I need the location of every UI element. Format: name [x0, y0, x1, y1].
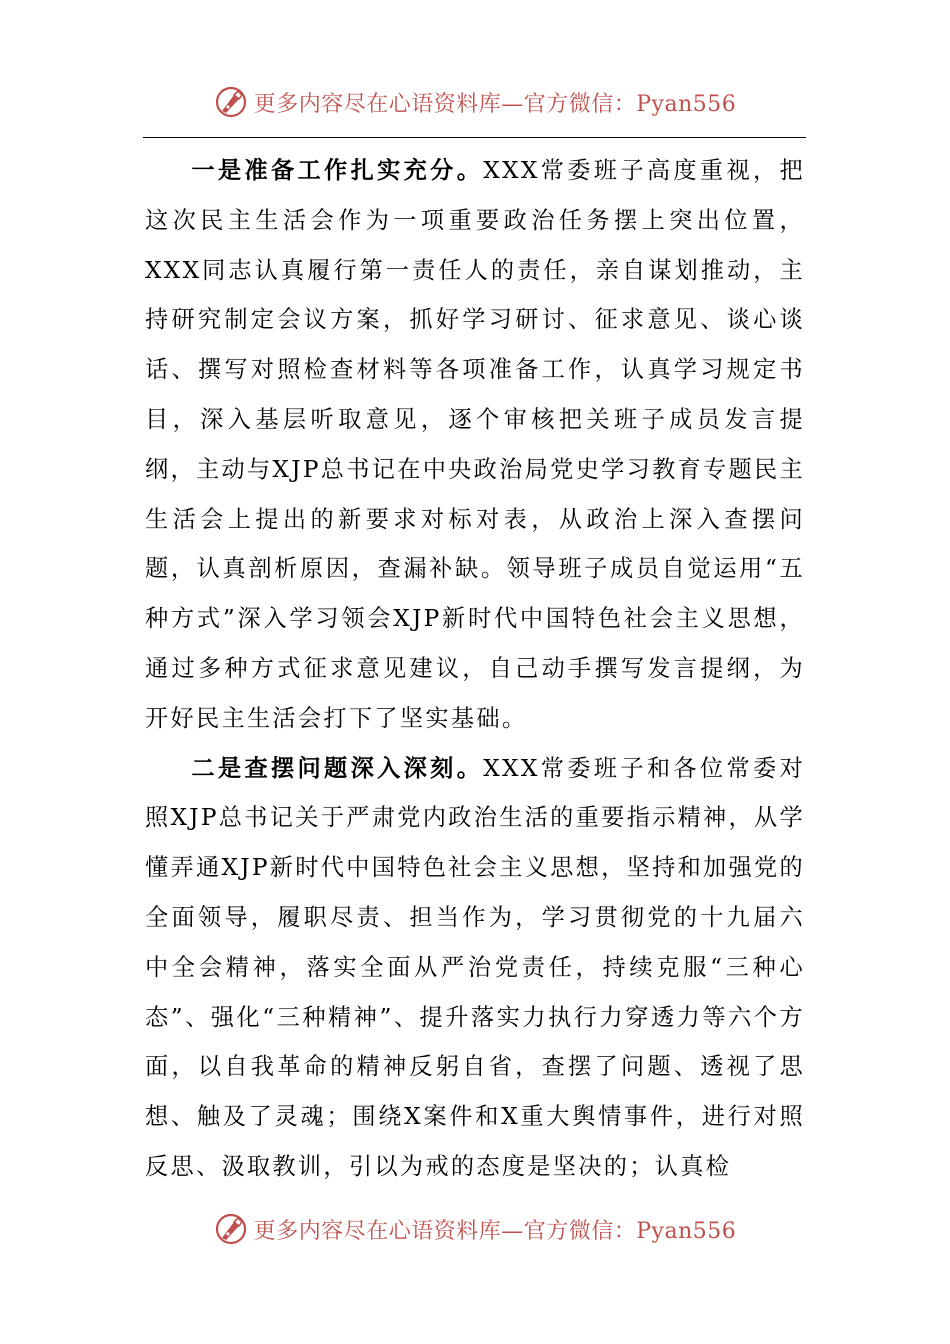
pen-nib-logo-icon [214, 1212, 248, 1246]
paragraph-1-lead: 一是准备工作扎实充分。 [191, 157, 484, 184]
footer-watermark-text: 更多内容尽在心语资料库—官方微信：Pyan556 [253, 1218, 737, 1244]
paragraph-2-lead: 二是查摆问题深入深刻。 [191, 754, 484, 782]
footer-watermark [0, 1207, 950, 1251]
header-watermark-text: 更多内容尽在心语资料库—官方微信：Pyan556 [253, 91, 737, 117]
header-watermark [0, 80, 950, 124]
paragraph-1-body: XXX常委班子高度重视，把这次民主生活会作为一项重要政治任务摆上突出位置，XXX同志认真履行第一责任人的责任，亲自谋划推动，主持研究制定会议方案，抓好学习研讨、征求意见、谈心谈话、撰写对照检查材料等各项准备工作，认真学习规定书目，深入基层听取意见，逐个审核把关班子成员发言提纲，主动与XJP总书记在中央政治局党史学习教育专题民主生活会上提出的新要求对标对表，从政治上深入查摆问题，认真剖析原因，查漏补缺。领导班子成员自觉运用“五种方式”深入学习领会XJP新时代中国特色社会主义思想，通过多种方式征求意见建议，自己动手撰写发言提纲，为开好民主生活会打下了坚实基础。 [145, 157, 806, 732]
pen-nib-logo-icon [214, 85, 248, 119]
paragraph-1 [145, 146, 805, 744]
paragraph-2-body: XXX常委班子和各位常委对照XJP总书记关于严肃党内政治生活的重要指示精神，从学懂弄通XJP新时代中国特色社会主义思想，坚持和加强党的全面领导，履职尽责、担当作为，学习贯彻党的十九届六中全会精神，落实全面从严治党责任，持续克服“三种心态”、强化“三种精神”、提升落实力执行力穿透力等六个方面，以自我革命的精神反躬自省，查摆了问题、透视了思想、触及了灵魂；围绕X案件和X重大舆情事件，进行对照反思、汲取教训，引以为戒的态度是坚决的；认真检 [145, 754, 806, 1180]
document-body [145, 146, 805, 1192]
paragraph-2 [145, 744, 805, 1192]
header-rule [143, 137, 806, 138]
